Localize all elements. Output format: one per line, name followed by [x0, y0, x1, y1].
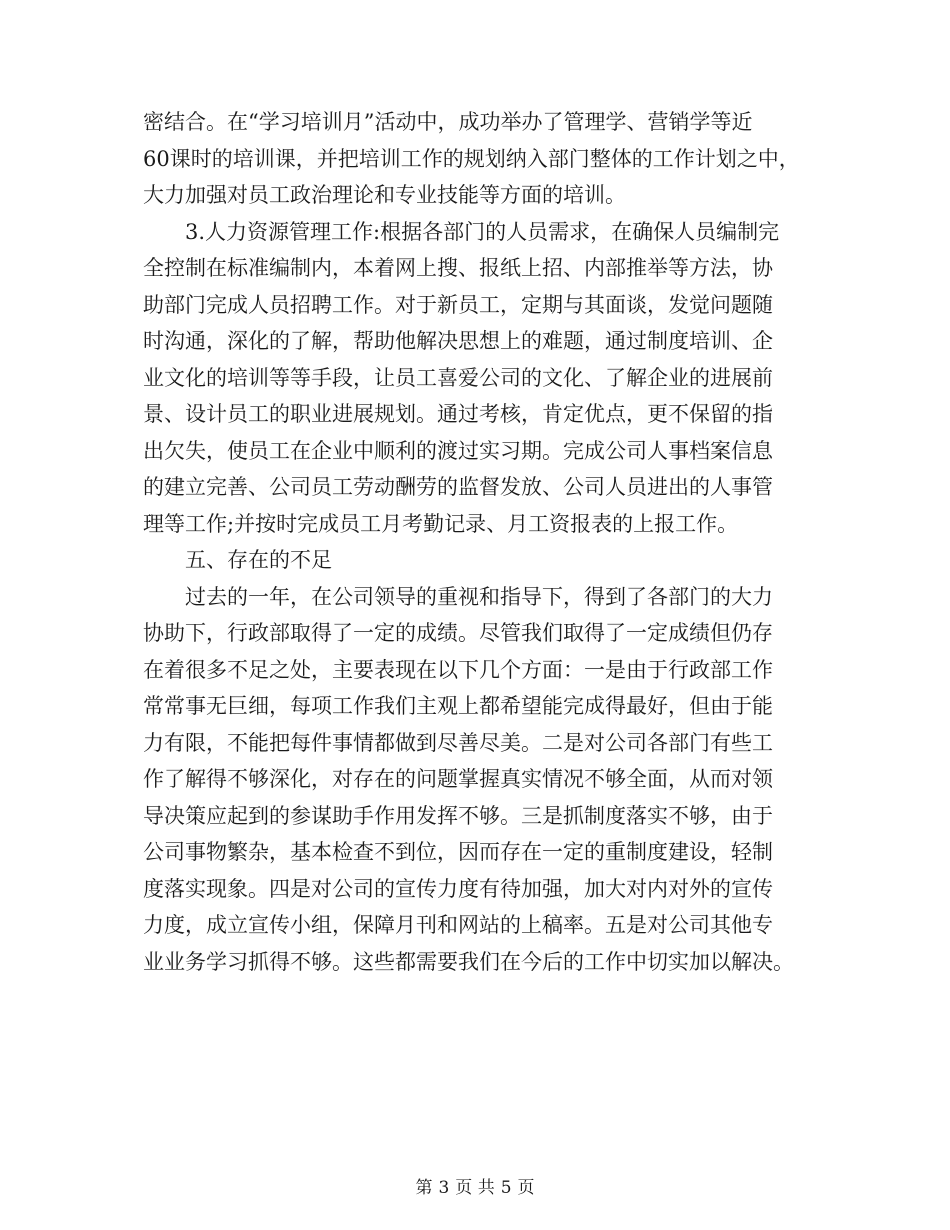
- text-line: 密结合。在“学习培训月”活动中，成功举办了管理学、营销学等近: [143, 110, 753, 134]
- text-line: 协助下，行政部取得了一定的成绩。尽管我们取得了一定成绩但仍存: [143, 621, 773, 645]
- text-line: 作了解得不够深化，对存在的问题掌握真实情况不够全面，从而对领: [143, 767, 773, 791]
- text-line: 全控制在标准编制内，本着网上搜、报纸上招、内部推举等方法，协: [143, 256, 773, 280]
- text-line: 景、设计员工的职业进展规划。通过考核，肯定优点，更不保留的指: [143, 402, 773, 426]
- text-line: 3.人力资源管理工作:根据各部门的人员需求，在确保人员编制完: [185, 219, 780, 244]
- text-line: 力度，成立宣传小组，保障月刊和网站的上稿率。五是对公司其他专: [143, 913, 773, 937]
- text-line: 时沟通，深化的了解，帮助他解决思想上的难题，通过制度培训、企: [143, 329, 773, 353]
- footer-prefix: 第: [415, 1178, 433, 1198]
- text-line: 公司事物繁杂，基本检查不到位，因而存在一定的重制度建设，轻制: [143, 840, 773, 864]
- text-line: 出欠失，使员工在企业中顺利的渡过实习期。完成公司人事档案信息: [143, 438, 773, 463]
- text-line: 在着很多不足之处，主要表现在以下几个方面：一是由于行政部工作: [143, 657, 773, 682]
- text-line: 五、存在的不足: [185, 548, 332, 572]
- text-line: 力有限，不能把每件事情都做到尽善尽美。二是对公司各部门有些工: [143, 730, 773, 755]
- footer-total-pages: 5: [500, 1178, 512, 1198]
- page-footer: [0, 1176, 950, 1200]
- footer-middle: 页 共: [455, 1178, 495, 1198]
- footer-current-page: 3: [438, 1178, 450, 1198]
- footer-suffix: 页: [517, 1178, 535, 1198]
- text-line: 大力加强对员工政治理论和专业技能等方面的培训。: [143, 183, 626, 207]
- text-line: 导决策应起到的参谋助手作用发挥不够。三是抓制度落实不够，由于: [143, 803, 773, 828]
- text-line: 过去的一年，在公司领导的重视和指导下，得到了各部门的大力: [185, 584, 773, 609]
- text-line: 度落实现象。四是对公司的宣传力度有待加强，加大对内对外的宣传: [143, 876, 773, 901]
- text-line: 常常事无巨细，每项工作我们主观上都希望能完成得最好，但由于能: [143, 694, 773, 718]
- text-line: 助部门完成人员招聘工作。对于新员工，定期与其面谈，发觉问题随: [143, 292, 773, 317]
- text-line: 业文化的培训等等手段，让员工喜爱公司的文化、了解企业的进展前: [143, 365, 773, 390]
- text-line: 的建立完善、公司员工劳动酬劳的监督发放、公司人员进出的人事管: [143, 475, 773, 499]
- text-line: 业业务学习抓得不够。这些都需要我们在今后的工作中切实加以解决。: [143, 949, 794, 974]
- text-line: 60课时的培训课，并把培训工作的规划纳入部门整体的工作计划之中，: [143, 146, 800, 171]
- document-body: [143, 104, 813, 980]
- text-line: 理等工作;并按时完成员工月考勤记录、月工资报表的上报工作。: [143, 511, 739, 536]
